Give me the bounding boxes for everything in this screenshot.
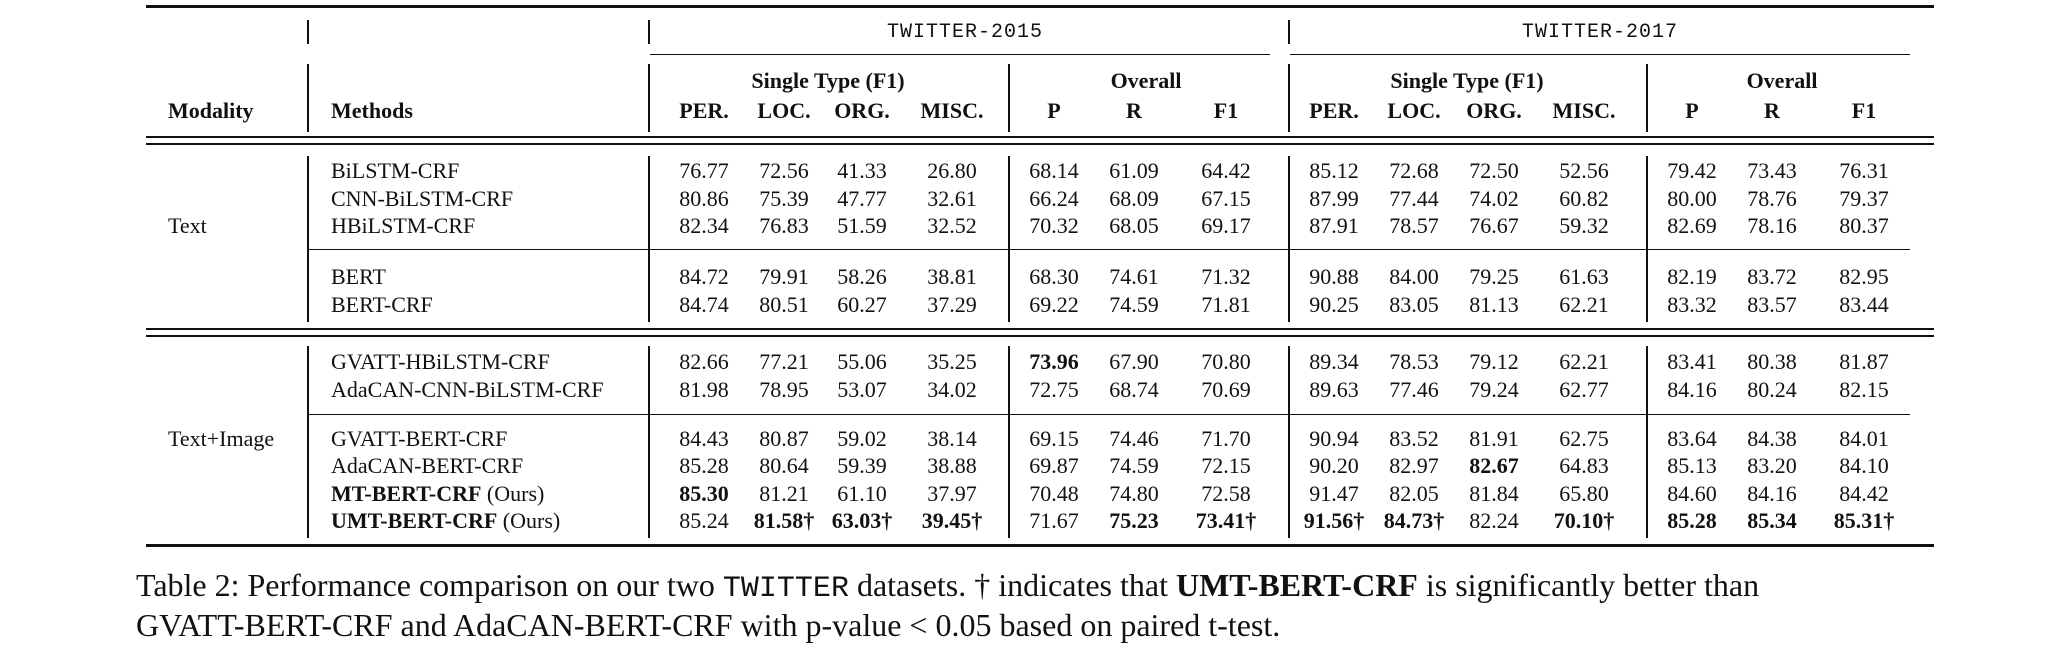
bottom-rule (146, 544, 1934, 547)
vrule-methods (307, 346, 309, 538)
table-cell: 67.15 (1201, 186, 1251, 211)
table-cell: 61.10 (837, 481, 887, 506)
table-cell: 51.59 (837, 213, 887, 238)
method-label: UMT-BERT-CRF (331, 508, 498, 533)
image-group-separator (309, 414, 1910, 415)
column-header-2015-per: PER. (679, 98, 729, 123)
table-cell: 83.44 (1839, 292, 1889, 317)
table-cell: 81.87 (1839, 349, 1889, 374)
caption-twitter-mono: TWITTER (722, 572, 849, 606)
table-cell: 80.37 (1839, 213, 1889, 238)
table-cell: 68.14 (1029, 158, 1079, 183)
table-cell: 35.25 (927, 349, 977, 374)
table-cell: 70.32 (1029, 213, 1079, 238)
table-cell: 83.72 (1747, 264, 1797, 289)
twitter2017-cmidrule (1290, 54, 1910, 55)
header-double-rule-a (146, 136, 1934, 138)
column-header-2017-r: R (1764, 98, 1780, 123)
table-cell: 82.97 (1389, 453, 1439, 478)
table-cell: 70.10† (1553, 508, 1615, 533)
table-cell: 70.48 (1029, 481, 1079, 506)
table-cell: 60.82 (1559, 186, 1609, 211)
table-cell: 76.77 (679, 158, 729, 183)
table-cell: 65.80 (1559, 481, 1609, 506)
group-header-overall-2015: Overall (1110, 68, 1182, 93)
table-cell: 85.28 (679, 453, 729, 478)
method-name (331, 291, 433, 319)
vrule-overall-2017 (1646, 64, 1648, 132)
table-cell: 74.02 (1469, 186, 1519, 211)
caption-line-2: GVATT-BERT-CRF and AdaCAN-BERT-CRF with p-value < 0.05 based on paired t-test. (136, 607, 1281, 643)
table-cell: 79.42 (1667, 158, 1717, 183)
column-header-modality: Modality (168, 98, 254, 123)
table-cell: 72.56 (759, 158, 809, 183)
table-cell: 39.45† (921, 508, 983, 533)
column-header-2017-p: P (1685, 98, 1699, 123)
table-cell: 89.63 (1309, 377, 1359, 402)
vrule-2015 (648, 156, 650, 322)
vrule-2015 (648, 20, 650, 44)
table-cell: 79.37 (1839, 186, 1889, 211)
table-cell: 59.39 (837, 453, 887, 478)
table-cell: 82.15 (1839, 377, 1889, 402)
vrule-2017 (1288, 346, 1290, 538)
table-cell: 80.87 (759, 426, 809, 451)
method-label: AdaCAN-CNN-BiLSTM-CRF (331, 377, 604, 402)
table-cell: 64.83 (1559, 453, 1609, 478)
table-cell: 53.07 (837, 377, 887, 402)
table-cell: 80.24 (1747, 377, 1797, 402)
method-label: CNN-BiLSTM-CRF (331, 186, 514, 211)
table-cell: 73.96 (1029, 349, 1079, 374)
modality-double-rule-a (146, 328, 1934, 330)
table-cell: 84.74 (679, 292, 729, 317)
table-cell: 84.16 (1667, 377, 1717, 402)
table-cell: 84.60 (1667, 481, 1717, 506)
table-cell: 38.81 (927, 264, 977, 289)
table-cell: 83.32 (1667, 292, 1717, 317)
column-header-2015-org: ORG. (834, 98, 890, 123)
vrule-methods (307, 20, 309, 44)
group-header-overall-2017: Overall (1746, 68, 1818, 93)
vrule-2017 (1288, 64, 1290, 132)
table-cell: 85.28 (1667, 508, 1717, 533)
table-cell: 76.31 (1839, 158, 1889, 183)
table-cell: 83.05 (1389, 292, 1439, 317)
top-rule (146, 5, 1934, 8)
table-cell: 62.21 (1559, 349, 1609, 374)
table-cell: 71.67 (1029, 508, 1079, 533)
method-name (331, 452, 523, 480)
table-cell: 38.88 (927, 453, 977, 478)
table-cell: 34.02 (927, 377, 977, 402)
table-cell: 62.77 (1559, 377, 1609, 402)
column-header-methods: Methods (331, 98, 413, 123)
method-label: MT-BERT-CRF (331, 481, 482, 506)
table-cell: 59.32 (1559, 213, 1609, 238)
table-cell: 85.24 (679, 508, 729, 533)
method-name (331, 348, 550, 376)
method-label: HBiLSTM-CRF (331, 213, 476, 238)
group-header-single-type-2017: Single Type (F1) (1390, 68, 1544, 93)
method-name (331, 425, 507, 453)
vrule-2017 (1288, 20, 1290, 44)
table-cell: 72.15 (1201, 453, 1251, 478)
method-label: GVATT-HBiLSTM-CRF (331, 349, 550, 374)
table-cell: 78.57 (1389, 213, 1439, 238)
table-cell: 90.88 (1309, 264, 1359, 289)
method-name (331, 480, 544, 508)
table-cell: 62.21 (1559, 292, 1609, 317)
table-cell: 71.70 (1201, 426, 1251, 451)
table-cell: 84.43 (679, 426, 729, 451)
table-cell: 80.51 (759, 292, 809, 317)
table-cell: 82.19 (1667, 264, 1717, 289)
vrule-overall-2015 (1008, 64, 1010, 132)
table-cell: 60.27 (837, 292, 887, 317)
table-cell: 84.72 (679, 264, 729, 289)
table-cell: 81.21 (759, 481, 809, 506)
table-cell: 78.53 (1389, 349, 1439, 374)
method-label: BERT (331, 264, 386, 289)
modality-label-text: Text (168, 213, 207, 238)
table-cell: 74.59 (1109, 292, 1159, 317)
table-cell: 77.21 (759, 349, 809, 374)
vrule-2015 (648, 346, 650, 538)
caption-text-3: is significantly better than (1417, 567, 1760, 603)
table-cell: 84.38 (1747, 426, 1797, 451)
table-cell: 71.81 (1201, 292, 1251, 317)
table-caption (136, 566, 1956, 608)
table-cell: 85.12 (1309, 158, 1359, 183)
table-cell: 69.15 (1029, 426, 1079, 451)
method-label: BiLSTM-CRF (331, 158, 460, 183)
table-cell: 71.32 (1201, 264, 1251, 289)
method-name (331, 263, 386, 291)
column-header-2015-r: R (1126, 98, 1142, 123)
table-cell: 69.22 (1029, 292, 1079, 317)
table-cell: 80.64 (759, 453, 809, 478)
vrule-methods (307, 64, 309, 132)
table-cell: 79.12 (1469, 349, 1519, 374)
method-name (331, 507, 560, 535)
table-cell: 84.73† (1383, 508, 1445, 533)
method-label: AdaCAN-BERT-CRF (331, 453, 524, 478)
table-cell: 91.56† (1303, 508, 1365, 533)
method-name (331, 157, 459, 185)
table-cell: 68.05 (1109, 213, 1159, 238)
table-cell: 85.31† (1833, 508, 1895, 533)
table-cell: 84.16 (1747, 481, 1797, 506)
table-cell: 82.67 (1469, 453, 1519, 478)
group-header-single-type-2015: Single Type (F1) (751, 68, 905, 93)
table-cell: 80.00 (1667, 186, 1717, 211)
table-cell: 61.63 (1559, 264, 1609, 289)
table-cell: 72.50 (1469, 158, 1519, 183)
table-cell: 84.01 (1839, 426, 1889, 451)
table-cell: 82.05 (1389, 481, 1439, 506)
method-name (331, 212, 475, 240)
table-cell: 81.58† (753, 508, 815, 533)
table-cell: 68.74 (1109, 377, 1159, 402)
table-cell: 81.91 (1469, 426, 1519, 451)
twitter2015-cmidrule (650, 54, 1270, 55)
table-cell: 77.46 (1389, 377, 1439, 402)
table-cell: 85.13 (1667, 453, 1717, 478)
caption-label: Table 2: (136, 567, 240, 603)
method-name (331, 376, 604, 404)
table-cell: 67.90 (1109, 349, 1159, 374)
table-cell: 83.52 (1389, 426, 1439, 451)
caption-text-2: datasets. † indicates that (848, 567, 1176, 603)
table-cell: 83.20 (1747, 453, 1797, 478)
table-cell: 82.34 (679, 213, 729, 238)
vrule-overall-2017 (1646, 346, 1648, 538)
table-cell: 74.46 (1109, 426, 1159, 451)
table-cell: 69.17 (1201, 213, 1251, 238)
table-cell: 76.83 (759, 213, 809, 238)
table-cell: 80.86 (679, 186, 729, 211)
table-cell: 90.20 (1309, 453, 1359, 478)
method-name (331, 185, 513, 213)
table-cell: 91.47 (1309, 481, 1359, 506)
table-cell: 73.43 (1747, 158, 1797, 183)
column-header-2017-per: PER. (1309, 98, 1359, 123)
column-header-2015-p: P (1047, 98, 1061, 123)
table-cell: 82.24 (1469, 508, 1519, 533)
method-label: BERT-CRF (331, 292, 433, 317)
table-cell: 78.95 (759, 377, 809, 402)
table-cell: 69.87 (1029, 453, 1079, 478)
table-cell: 79.24 (1469, 377, 1519, 402)
table-cell: 74.59 (1109, 453, 1159, 478)
table-cell: 89.34 (1309, 349, 1359, 374)
column-header-2017-misc: MISC. (1552, 98, 1616, 123)
modality-label-text-image: Text+Image (168, 426, 275, 451)
column-header-2017-f1: F1 (1851, 98, 1877, 123)
modality-double-rule-b (146, 335, 1934, 337)
table-cell: 66.24 (1029, 186, 1079, 211)
table-cell: 72.58 (1201, 481, 1251, 506)
caption-text-1: Performance comparison on our two (239, 567, 723, 603)
table-cell: 70.80 (1201, 349, 1251, 374)
method-suffix: (Ours) (497, 508, 561, 533)
table-cell: 81.84 (1469, 481, 1519, 506)
table-cell: 81.98 (679, 377, 729, 402)
table-cell: 79.25 (1469, 264, 1519, 289)
table-cell: 85.34 (1747, 508, 1797, 533)
table-cell: 76.67 (1469, 213, 1519, 238)
table-cell: 64.42 (1201, 158, 1251, 183)
table-cell: 75.39 (759, 186, 809, 211)
table-cell: 87.91 (1309, 213, 1359, 238)
table-cell: 74.80 (1109, 481, 1159, 506)
table-cell: 47.77 (837, 186, 887, 211)
table-cell: 68.09 (1109, 186, 1159, 211)
caption-method-bold: UMT-BERT-CRF (1175, 567, 1418, 603)
table-cell: 32.52 (927, 213, 977, 238)
table-cell: 82.66 (679, 349, 729, 374)
table-cell: 80.38 (1747, 349, 1797, 374)
table-cell: 75.23 (1109, 508, 1159, 533)
table-cell: 83.57 (1747, 292, 1797, 317)
dataset-header-twitter2015: TWITTER-2015 (886, 21, 1044, 44)
table-cell: 74.61 (1109, 264, 1159, 289)
dataset-header-twitter2017: TWITTER-2017 (1521, 21, 1679, 44)
table-cell: 68.30 (1029, 264, 1079, 289)
table-cell: 79.91 (759, 264, 809, 289)
column-header-2015-f1: F1 (1213, 98, 1239, 123)
table-cell: 87.99 (1309, 186, 1359, 211)
table-cell: 41.33 (837, 158, 887, 183)
table-cell: 90.94 (1309, 426, 1359, 451)
column-header-2017-loc: LOC. (1387, 98, 1441, 123)
vrule-2017 (1288, 156, 1290, 322)
table-cell: 84.00 (1389, 264, 1439, 289)
table-cell: 55.06 (837, 349, 887, 374)
table-cell: 59.02 (837, 426, 887, 451)
table-cell: 73.41† (1195, 508, 1257, 533)
table-cell: 82.95 (1839, 264, 1889, 289)
table-cell: 61.09 (1109, 158, 1159, 183)
table-cell: 72.68 (1389, 158, 1439, 183)
vrule-overall-2017 (1646, 156, 1648, 322)
vrule-overall-2015 (1008, 156, 1010, 322)
table-cell: 84.42 (1839, 481, 1889, 506)
header-double-rule-b (146, 143, 1934, 145)
column-header-2015-loc: LOC. (757, 98, 811, 123)
table-cell: 81.13 (1469, 292, 1519, 317)
vrule-2015 (648, 64, 650, 132)
vrule-methods (307, 156, 309, 322)
table-cell: 52.56 (1559, 158, 1609, 183)
table-cell: 58.26 (837, 264, 887, 289)
table-cell: 62.75 (1559, 426, 1609, 451)
table-cell: 70.69 (1201, 377, 1251, 402)
table-cell: 78.16 (1747, 213, 1797, 238)
table-cell: 37.97 (927, 481, 977, 506)
table-cell: 72.75 (1029, 377, 1079, 402)
table-cell: 90.25 (1309, 292, 1359, 317)
table-cell: 26.80 (927, 158, 977, 183)
table-cell: 78.76 (1747, 186, 1797, 211)
table-cell: 37.29 (927, 292, 977, 317)
text-group-separator (309, 249, 1910, 250)
table-cell: 82.69 (1667, 213, 1717, 238)
column-header-2017-org: ORG. (1466, 98, 1522, 123)
table-cell: 77.44 (1389, 186, 1439, 211)
vrule-overall-2015 (1008, 346, 1010, 538)
method-suffix: (Ours) (481, 481, 545, 506)
table-cell: 84.10 (1839, 453, 1889, 478)
method-label: GVATT-BERT-CRF (331, 426, 508, 451)
table-cell: 38.14 (927, 426, 977, 451)
table-cell: 83.64 (1667, 426, 1717, 451)
table-cell: 63.03† (831, 508, 893, 533)
column-header-2015-misc: MISC. (920, 98, 984, 123)
table-cell: 85.30 (679, 481, 729, 506)
table-cell: 32.61 (927, 186, 977, 211)
table-cell: 83.41 (1667, 349, 1717, 374)
